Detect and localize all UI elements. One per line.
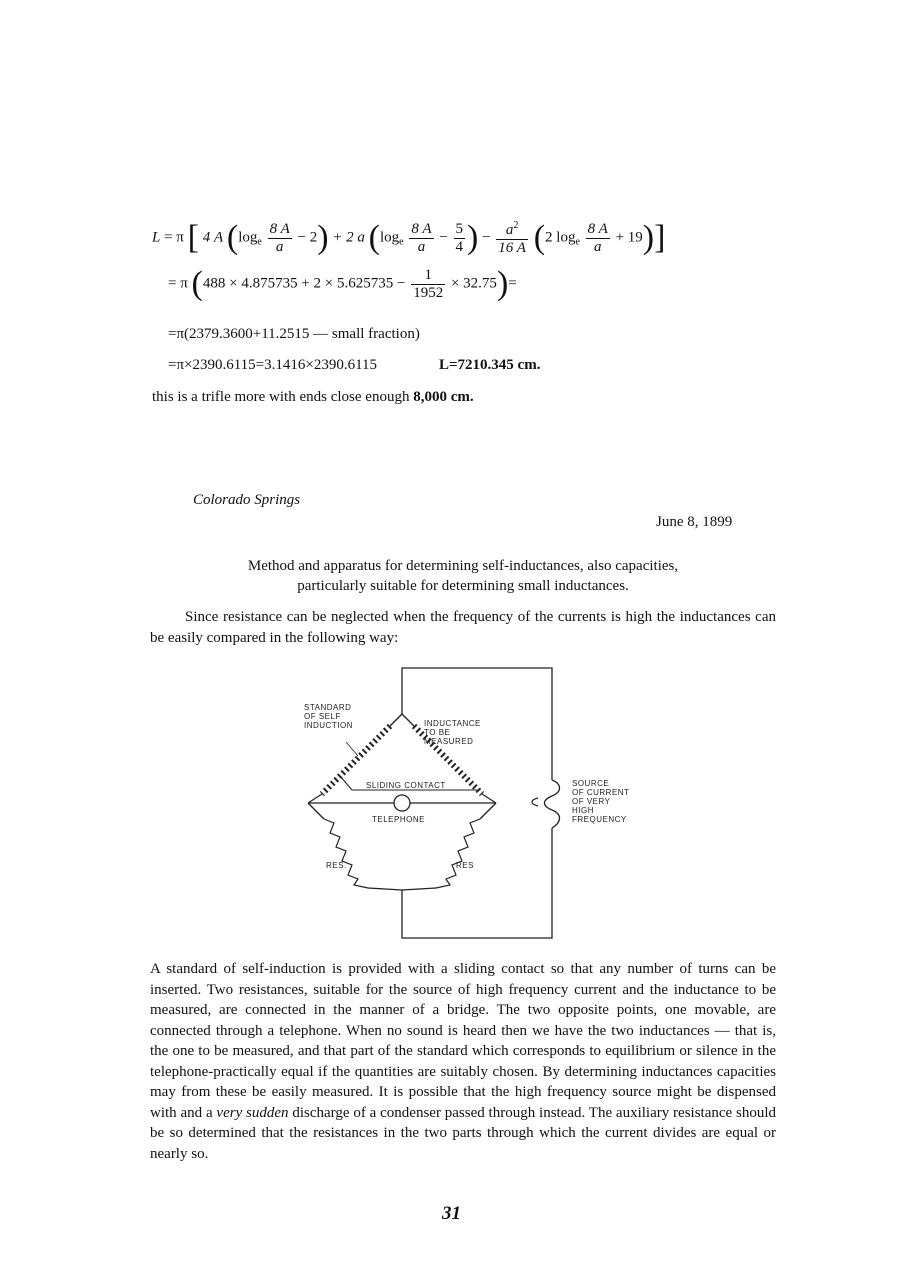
entry-date: June 8, 1899 [656,514,733,530]
eq-log2: log [380,229,400,246]
telephone-icon [394,795,410,811]
eq-minus: − [439,229,448,246]
eq-plus19: + 19 [615,229,643,246]
remark-value: 8,000 cm. [413,389,474,405]
eq-frac3: $\frac{5}{4}$ [455,221,463,255]
label-inductance-2: TO BE [424,728,451,737]
equation-line-1 [152,220,665,256]
main-paragraph-part1: A standard of self-induction is provided with a sliding contact so that any number of turns can be inserted. Two resistances, suitable for the source of high frequency current and the inductance to be measured, are connected in the manner of a bridge. The two opposite points, one movable, are connected through a telephone. When no sound is heard then we have the two inductances — that is, the one to be measured, and that part of the standard which corresponds to equilibrium or silence in the telephone-practically equal if the quantities are suitably chosen. By determining inductances capacities may from these be easily measured. It is possible that the high frequency source might be dispensed with and a [150,961,776,1121]
remark-text: this is a trifle more with ends close enough [152,389,410,405]
label-res-left: RES. [326,861,347,870]
standard-label-pointer [346,742,358,756]
measured-coil-lead [402,714,414,726]
eq-log2-base: e [399,236,404,248]
label-standard-2: OF SELF [304,712,341,721]
label-source-5: FREQUENCY [572,815,627,824]
eq2-end: = [508,275,517,292]
page-number: 31 [442,1203,461,1224]
eq-term1-coef: 4 A [202,229,224,246]
measured-coil-lead-2 [482,794,496,803]
paren-close-2: ) [467,219,479,256]
label-res-right: RES [456,861,474,870]
section-heading [150,556,776,596]
eq-plus2a: + 2 a [332,229,365,246]
eq-frac1: $\frac{8 A}{a}$ [269,221,290,255]
bracket-open: [ [187,219,199,256]
eq-two-log: 2 log [545,229,576,246]
label-standard-1: STANDARD [304,703,352,712]
heading-line-1: Method and apparatus for determining self-inductances, also capacities, [247,558,679,574]
eq-frac5: $\frac{8 A}{a}$ [587,221,608,255]
label-inductance-1: INDUCTANCE [424,719,481,728]
equation-line-4: =π×2390.6115=3.1416×2390.6115 [168,357,378,373]
equation-line-3: =π(2379.3600+11.2515 — small fraction) [168,326,420,342]
eq-log1: log [238,229,258,246]
res-right-zigzag [436,819,480,888]
label-source-2: OF CURRENT [572,788,630,797]
equation-result: L=7210.345 cm. [439,357,541,373]
source-connector [532,798,538,806]
paren-close-3: ) [642,219,655,256]
eq-equals-pi: = π [164,229,184,246]
eq-log1-base: e [257,236,262,248]
eq-frac4: $\frac{a^2}{16 A}$ [498,220,526,256]
source-coil [545,780,560,828]
res-left-zigzag [324,819,368,888]
bridge-diagram [290,660,640,945]
eq2-tail: × 32.75 [450,275,497,292]
label-source-4: HIGH [572,806,594,815]
main-paragraph-emphasis: very sudden [216,1104,289,1121]
eq-minus2: − 2 [297,229,318,246]
label-source-3: OF VERY [572,797,611,806]
eq2-expr: 488 × 4.875735 + 2 × 5.625735 − [202,275,406,292]
res-right-lead-2 [402,888,436,890]
intro-paragraph: Since resistance can be neglected when the frequency of the currents is high the inductances can be easily compared in the following way: [150,609,776,646]
paren-open: ( [226,219,239,256]
place-name: Colorado Springs [193,492,301,508]
eq-frac2: $\frac{8 A}{a}$ [411,221,432,255]
eq-lhs: L [152,229,161,246]
equation-line-2 [168,267,517,301]
res-right-lead [480,803,496,819]
eq2-paren-open: ( [191,265,203,302]
paren-open-3: ( [533,219,546,256]
main-paragraph [150,959,776,1164]
label-sliding-contact: SLIDING CONTACT [366,781,446,790]
bottom-wire [402,828,552,938]
eq2-frac: $\frac{1}{1952}$ [413,267,444,301]
paren-close: ) [317,219,329,256]
eq2-paren-close: ) [496,265,509,302]
bracket-close: ] [654,219,666,256]
eq-log3-base: e [575,236,580,248]
remark-line [152,389,474,406]
label-inductance-3: MEASURED [424,737,474,746]
main-paragraph-part2: discharge of a condenser passed through instead. The auxiliary resistance should be so determined that the resistances in the two parts through which the current divides are equal or nearly so. [150,1104,777,1162]
res-left-lead-2 [368,888,402,890]
heading-line-2: particularly suitable for determining small inductances. [297,578,629,594]
standard-coil-lead-2 [308,794,322,803]
paren-open-2: ( [368,219,380,256]
label-telephone: TELEPHONE [372,815,425,824]
label-standard-3: INDUCTION [304,721,353,730]
eq2-prefix: = π [168,275,188,292]
label-source-1: SOURCE [572,779,610,788]
res-left-lead [308,803,324,819]
standard-coil-lead [390,714,402,726]
eq-minus-b: − [482,229,491,246]
